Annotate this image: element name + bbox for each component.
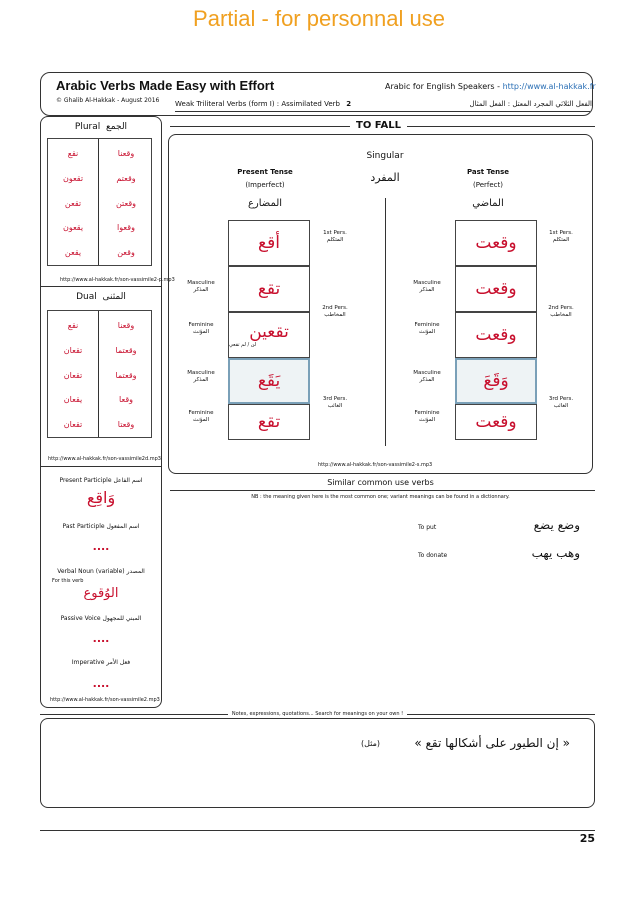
past-cell-1: وقعت xyxy=(455,220,537,266)
plural-divider xyxy=(98,139,99,265)
plural-heading: Plural الجمع xyxy=(74,122,128,132)
plural-present-5: يقعن xyxy=(64,248,82,257)
past-fem-2: Feminine المؤنث xyxy=(414,322,440,335)
past-pers-2: 2nd Pers. المخاطب xyxy=(548,305,574,318)
subtitle-number: 2 xyxy=(346,100,352,108)
present-ar: المضارع xyxy=(247,198,283,209)
dual-present-column xyxy=(48,321,98,429)
present-pers-2: 2nd Pers. المخاطب xyxy=(322,305,348,318)
dual-present-3: تقعان xyxy=(63,370,83,380)
past-cell-4: وَقَعَ xyxy=(455,358,537,404)
site-link[interactable]: http://www.al-hakkak.fr xyxy=(502,82,596,91)
present-sub: (Imperfect) xyxy=(245,181,285,189)
past-participle-value: .... xyxy=(92,540,110,553)
verbal-noun-label: Verbal Noun (variable) المصدر xyxy=(57,568,145,575)
singular-title: Singular xyxy=(366,151,404,161)
passive-value: .... xyxy=(92,632,110,645)
present-fem-3: Feminine المؤنث xyxy=(188,410,214,423)
page-number: 25 xyxy=(579,832,595,845)
plural-present-3: تقعن xyxy=(64,198,82,208)
past-cell-3: وقعت xyxy=(455,312,537,358)
past-head: Past Tense xyxy=(466,168,510,176)
dual-sep xyxy=(40,466,162,467)
dual-present-1: نقع xyxy=(67,321,79,330)
past-fem-3: Feminine المؤنث xyxy=(414,410,440,423)
dual-table xyxy=(47,310,152,438)
past-sub: (Perfect) xyxy=(473,181,503,189)
plural-present-1: نقع xyxy=(67,149,79,158)
present-masc-3: Masculine المذكر xyxy=(187,370,215,383)
similar-note: NB : the meaning given here is the most common one; variant meanings can be found in a dictionnary. xyxy=(251,494,510,500)
present-participle-label: Present Participle اسم الفاعل xyxy=(59,477,143,484)
singular-audio-link[interactable]: http://www.al-hakkak.fr/son-vassimile2-s.mp3 xyxy=(318,462,433,468)
header-subtitle xyxy=(175,100,351,108)
present-pers-1: 1st Pers. المتكلم xyxy=(323,230,347,243)
plural-past-2: وقعتم xyxy=(116,173,136,183)
lan-lam-note: لن / لم تقعي xyxy=(229,342,257,348)
past-pers-3: 3rd Pers. الغائب xyxy=(548,396,574,409)
dual-past-column xyxy=(100,321,152,429)
watermark: Partial - for personnal use xyxy=(193,6,445,31)
plural-sep xyxy=(40,286,162,287)
plural-past-3: وقعتن xyxy=(115,198,137,208)
singular-mid-divider xyxy=(385,198,386,446)
similar-ar-1: وضع يضع xyxy=(533,518,580,532)
copyright: © Ghalib Al-Hakkak - August 2016 xyxy=(56,97,160,104)
header-underline xyxy=(175,111,590,112)
past-participle-label: Past Participle اسم المفعول xyxy=(62,523,140,530)
subtitle-text: Weak Triliteral Verbs (form I) : Assimilated Verb xyxy=(175,100,340,108)
plural-present-4: يقعون xyxy=(62,223,84,233)
present-form-3: تقعين xyxy=(249,322,289,342)
dual-past-1: وقعنا xyxy=(117,321,135,330)
dual-audio-link[interactable]: http://www.al-hakkak.fr/son-vassimile2d.mp3 xyxy=(48,456,161,462)
past-ar: الماضي xyxy=(472,198,504,209)
plural-past-column xyxy=(100,149,152,257)
dual-past-5: وقعتا xyxy=(117,420,135,429)
present-pers-3: 3rd Pers. الغائب xyxy=(322,396,348,409)
dual-present-2: تقعان xyxy=(63,345,83,355)
dual-past-4: وقعا xyxy=(119,395,133,405)
present-head: Present Tense xyxy=(237,168,293,176)
past-cell-2: وقعت xyxy=(455,266,537,312)
verbal-noun-value: الوُقوع xyxy=(83,586,119,601)
present-cell-2: تقع xyxy=(228,266,310,312)
similar-en-2: To donate xyxy=(418,552,448,559)
notes-title: Notes, expressions, quotations... Search for meanings on your own ! xyxy=(40,711,595,717)
present-cell-1: أقع xyxy=(228,220,310,266)
arabic-subtitle: الفعل الثلاثي المجرد المعتل : الفعل المثال xyxy=(469,100,592,108)
similar-ar-2: وهب يهب xyxy=(531,546,580,560)
plural-past-4: وقعوا xyxy=(117,223,135,233)
footer-line xyxy=(40,830,595,831)
past-masc-2: Masculine المذكر xyxy=(413,280,441,293)
imperative-label: Imperative فعل الأمر xyxy=(71,659,131,666)
plural-past-1: وقعنا xyxy=(117,149,135,158)
dual-present-5: تقعان xyxy=(63,420,83,429)
dual-past-2: وقعتما xyxy=(115,345,137,355)
site-line xyxy=(385,82,596,91)
notes-tag: (مثل) xyxy=(361,739,380,748)
dual-heading: Dual المثنى xyxy=(76,292,126,302)
past-cell-5: وقعت xyxy=(455,404,537,440)
similar-title: Similar common use verbs xyxy=(327,478,434,487)
plural-audio-link[interactable]: http://www.al-hakkak.fr/son-vassimile2-p.mp3 xyxy=(60,277,175,283)
notes-quote: « إن الطيور على أشكالها تقع » xyxy=(414,736,570,750)
past-masc-3: Masculine المذكر xyxy=(413,370,441,383)
singular-title-ar: المفرد xyxy=(370,171,400,184)
present-cell-4: يَقَع xyxy=(228,358,310,404)
plural-table xyxy=(47,138,152,266)
plural-present-2: تقعون xyxy=(62,173,84,183)
imperative-value: .... xyxy=(92,677,110,690)
similar-line xyxy=(170,490,595,491)
present-masc-2: Masculine المذكر xyxy=(187,280,215,293)
dual-past-3: وقعتما xyxy=(115,370,137,380)
passive-label: Passive Voice المبني للمجهول xyxy=(60,615,142,622)
page-title: Arabic Verbs Made Easy with Effort xyxy=(56,78,275,93)
dual-divider xyxy=(98,311,99,437)
plural-present-column xyxy=(48,149,98,257)
plural-past-5: وقعن xyxy=(117,248,135,257)
for-this-verb: For this verb xyxy=(52,578,84,584)
present-cell-5: تقع xyxy=(228,404,310,440)
present-fem-2: Feminine المؤنث xyxy=(188,322,214,335)
past-pers-1: 1st Pers. المتكلم xyxy=(549,230,573,243)
present-cell-3 xyxy=(228,312,310,358)
similar-en-1: To put xyxy=(418,524,437,531)
site-label: Arabic for English Speakers - xyxy=(385,82,503,91)
present-participle-value: وَاقِع xyxy=(86,488,116,507)
notes-box xyxy=(40,718,595,808)
dual-present-4: يقعان xyxy=(63,395,83,405)
verb-title: TO FALL xyxy=(350,120,407,131)
bottom-audio-link[interactable]: http://www.al-hakkak.fr/son-vassimile2.mp3 xyxy=(50,697,160,703)
